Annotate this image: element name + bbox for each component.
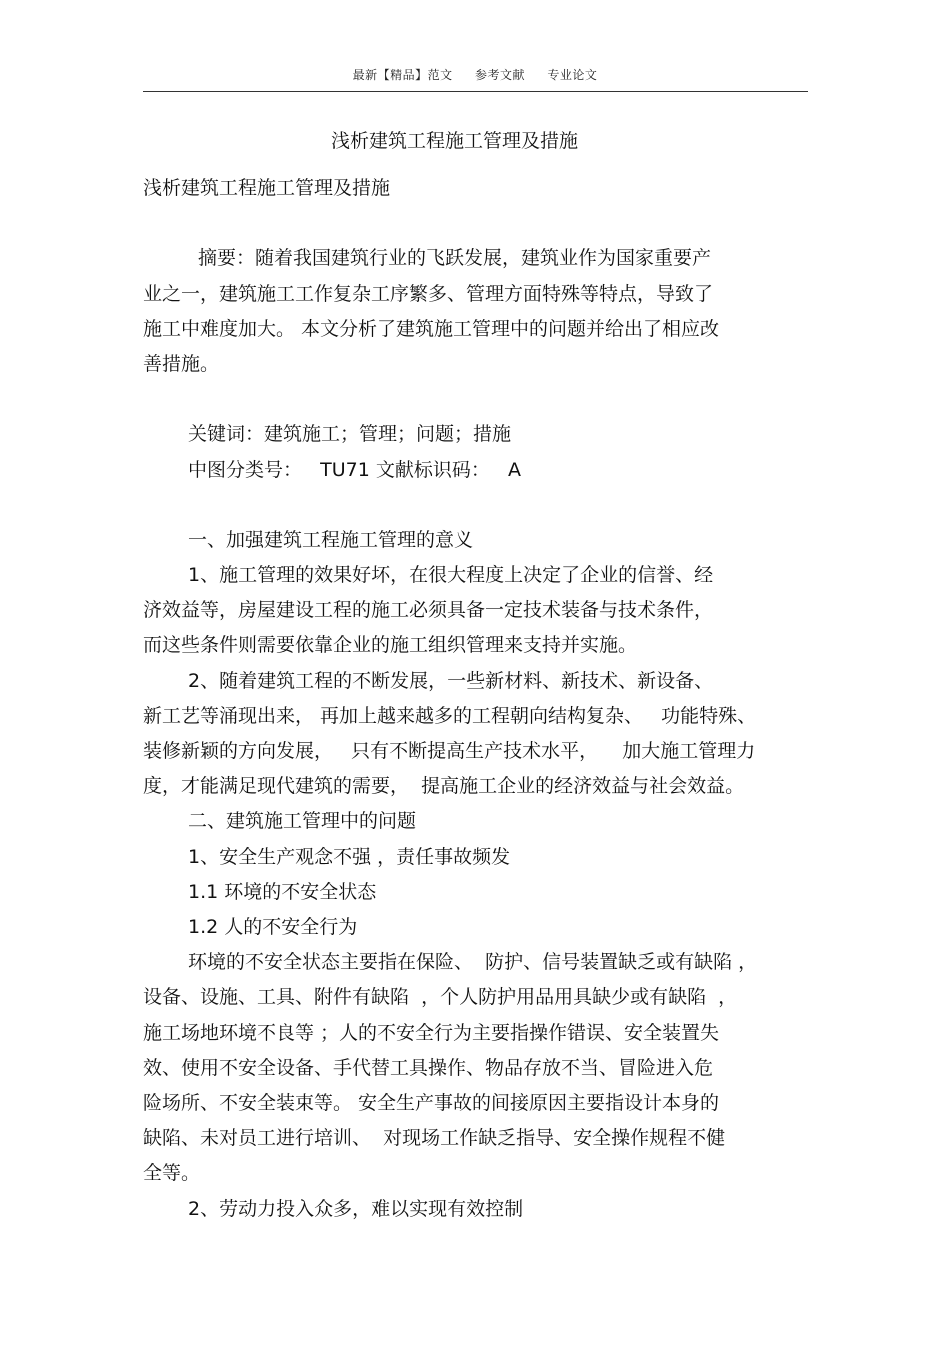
body-line: 缺陷、未对员工进行培训、 对现场工作缺乏指导、安全操作规程不健 bbox=[143, 1127, 726, 1149]
body-line: 度，才能满足现代建筑的需要， 提高施工企业的经济效益与社会效益。 bbox=[143, 775, 745, 797]
body-line: 效、使用不安全设备、手代替工具操作、物品存放不当、冒险进入危 bbox=[143, 1057, 714, 1079]
document-title: 浅析建筑工程施工管理及措施 bbox=[331, 130, 579, 152]
subsection-heading: 2、劳动力投入众多，难以实现有效控制 bbox=[188, 1198, 524, 1220]
body-line: 1、施工管理的效果好坏，在很大程度上决定了企业的信誉、经 bbox=[188, 564, 714, 586]
abstract-line: 摘要：随着我国建筑行业的飞跃发展，建筑业作为国家重要产 bbox=[198, 247, 712, 269]
body-line: 险场所、不安全装束等。 安全生产事故的间接原因主要指设计本身的 bbox=[143, 1092, 720, 1114]
abstract-line: 施工中难度加大。 本文分析了建筑施工管理中的问题并给出了相应改 bbox=[143, 318, 720, 340]
header-divider bbox=[143, 91, 808, 92]
body-line: 而这些条件则需要依靠企业的施工组织管理来支持并实施。 bbox=[143, 634, 638, 656]
body-line: 设备、设施、工具、附件有缺陷 ，个人防护用品用具缺少或有缺陷 ， bbox=[143, 986, 738, 1008]
body-line: 济效益等，房屋建设工程的施工必须具备一定技术装备与技术条件， bbox=[143, 599, 714, 621]
subsection-heading: 1.1 环境的不安全状态 bbox=[188, 881, 377, 903]
body-line: 2、随着建筑工程的不断发展，一些新材料、新技术、新设备、 bbox=[188, 670, 714, 692]
abstract-line: 业之一，建筑施工工作复杂工序繁多、管理方面特殊等特点，导致了 bbox=[143, 283, 714, 305]
subsection-heading: 1.2 人的不安全行为 bbox=[188, 916, 358, 938]
document-subtitle: 浅析建筑工程施工管理及措施 bbox=[143, 177, 391, 199]
section-heading: 一、加强建筑工程施工管理的意义 bbox=[188, 529, 474, 551]
subsection-heading: 1、安全生产观念不强 ，责任事故频发 bbox=[188, 846, 511, 868]
body-line: 施工场地环境不良等 ；人的不安全行为主要指操作错误、安全装置失 bbox=[143, 1022, 720, 1044]
body-line: 环境的不安全状态主要指在保险、 防护、信号装置缺乏或有缺陷 ， bbox=[188, 951, 758, 973]
body-line: 全等。 bbox=[143, 1162, 201, 1184]
header-item: 专业论文 bbox=[547, 68, 598, 82]
abstract-line: 善措施。 bbox=[143, 353, 220, 375]
header-item: 最新【精品】范文 bbox=[352, 68, 453, 82]
section-heading: 二、建筑施工管理中的问题 bbox=[188, 810, 417, 832]
page-header bbox=[0, 66, 950, 83]
body-line: 装修新颖的方向发展， 只有不断提高生产技术水平， 加大施工管理力 bbox=[143, 740, 756, 762]
header-item: 参考文献 bbox=[474, 68, 525, 82]
body-line: 新工艺等涌现出来， 再加上越来越多的工程朝向结构复杂、 功能特殊、 bbox=[143, 705, 757, 727]
classification-line: 中图分类号： TU71 文献标识码： A bbox=[188, 459, 521, 481]
keywords-line: 关键词：建筑施工；管理；问题；措施 bbox=[188, 423, 512, 445]
